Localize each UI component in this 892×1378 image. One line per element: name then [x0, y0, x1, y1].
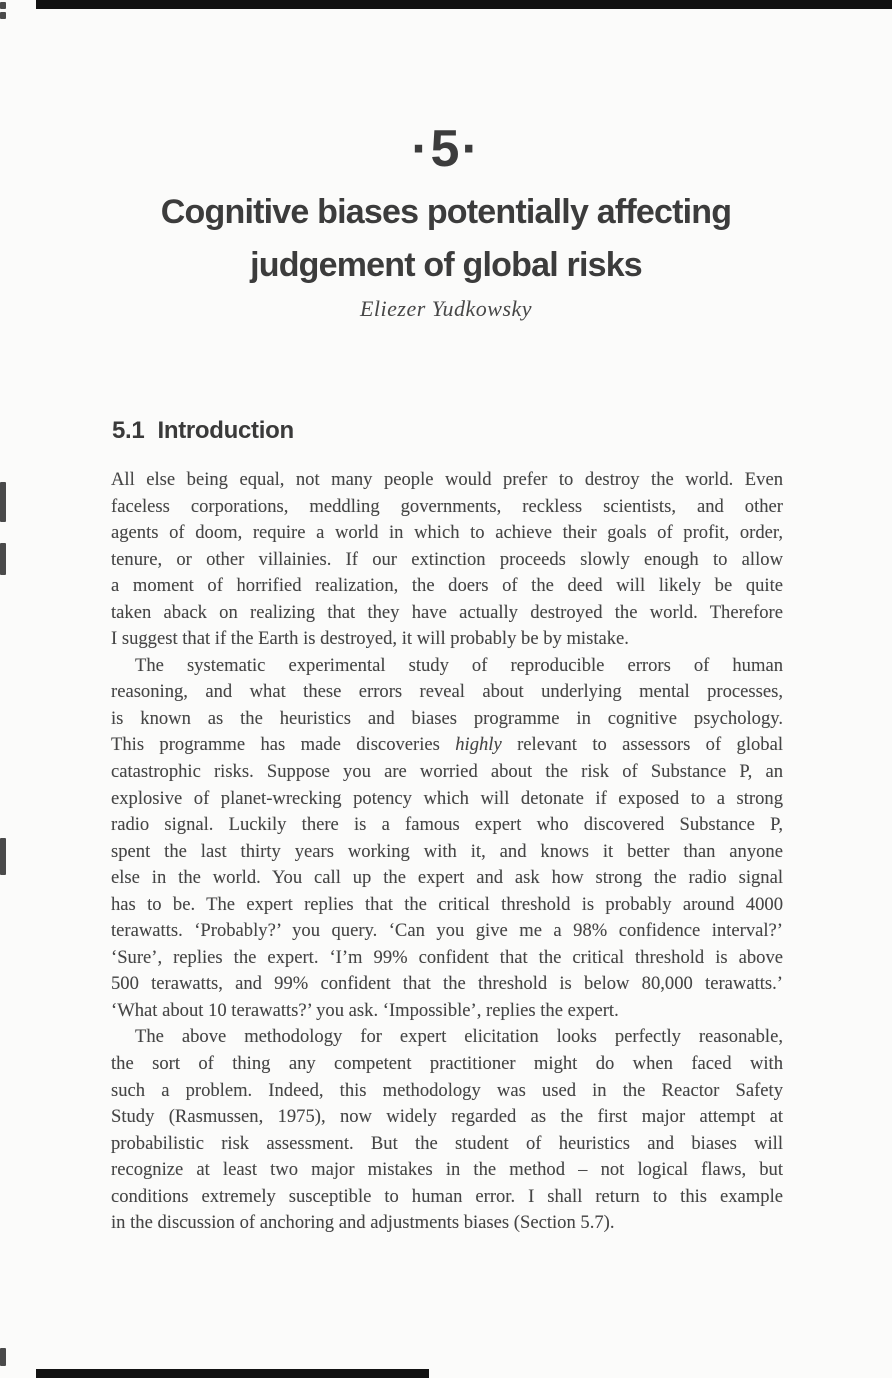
- chapter-number-digit: 5: [430, 120, 462, 178]
- section-number: 5.1: [112, 417, 145, 444]
- text-line: probabilistic risk assessment. But the student of heuristics and biases will: [111, 1132, 783, 1154]
- text-line: else in the world. You call up the expert and ask how strong the radio signal: [111, 867, 783, 889]
- text-line: The systematic experimental study of reproducible errors of human: [135, 654, 783, 676]
- text-line: catastrophic risks. Suppose you are worried about the risk of Substance P, an: [111, 761, 783, 783]
- section-heading: [112, 416, 294, 446]
- text-line: recognize at least two major mistakes in the method – not logical flaws, but: [111, 1159, 783, 1181]
- text-line: such a problem. Indeed, this methodology was used in the Reactor Safety: [111, 1079, 783, 1101]
- text-line: 500 terawatts, and 99% confident that the threshold is below 80,000 terawatts.’: [111, 973, 783, 995]
- scan-artifact-edge-mark: [0, 2, 6, 9]
- scan-artifact-edge-mark: [0, 1348, 6, 1366]
- chapter-dot-right: ·: [461, 120, 481, 178]
- text-line: the sort of thing any competent practitioner might do when faced with: [111, 1053, 783, 1075]
- text-line: ‘Sure’, replies the expert. ‘I’m 99% confident that the critical threshold is above: [111, 946, 783, 968]
- scan-artifact-top-bar: [36, 0, 892, 9]
- paragraph: [111, 653, 783, 1025]
- text-line: has to be. The expert replies that the critical threshold is probably around 4000: [111, 893, 783, 915]
- text-line: a moment of horrified realization, the doers of the deed will likely be quite: [111, 575, 783, 597]
- text-line: radio signal. Luckily there is a famous expert who discovered Substance P,: [111, 814, 783, 836]
- chapter-dot-left: ·: [411, 120, 431, 178]
- text-line: All else being equal, not many people would prefer to destroy the world. Even: [111, 469, 783, 490]
- chapter-title-line-1: Cognitive biases potentially affecting: [160, 193, 732, 231]
- body-text: [111, 467, 783, 1237]
- scan-artifact-edge-mark: [0, 12, 6, 19]
- text-line: terawatts. ‘Probably?’ you query. ‘Can you give me a 98% confidence interval?’: [111, 920, 783, 942]
- text-line: ‘What about 10 terawatts?’ you ask. ‘Impossible’, replies the expert.: [111, 999, 619, 1021]
- text-line: reasoning, and what these errors reveal about underlying mental processes,: [111, 681, 783, 703]
- chapter-author: Eliezer Yudkowsky: [359, 296, 533, 321]
- text-line: This programme has made discoveries highly relevant to assessors of global: [111, 734, 783, 756]
- scan-artifact-edge-mark: [0, 838, 6, 875]
- text-line: is known as the heuristics and biases programme in cognitive psychology.: [111, 707, 783, 729]
- scan-artifact-bottom-bar: [36, 1369, 429, 1378]
- text-line: taken aback on realizing that they have actually destroyed the world. Therefore: [111, 601, 783, 623]
- text-line: Study (Rasmussen, 1975), now widely regarded as the first major attempt at: [111, 1106, 783, 1128]
- chapter-title: [0, 186, 892, 292]
- chapter-title-line-2: judgement of global risks: [250, 246, 642, 284]
- text-line: I suggest that if the Earth is destroyed, it will probably be by mistake.: [111, 628, 629, 650]
- section-title: Introduction: [157, 417, 294, 444]
- text-line: agents of doom, require a world in which to achieve their goals of profit, order,: [111, 522, 783, 544]
- paragraph: [111, 1024, 783, 1236]
- text-line: tenure, or other villainies. If our extinction proceeds slowly enough to allow: [111, 548, 783, 570]
- text-line: in the discussion of anchoring and adjustments biases (Section 5.7).: [111, 1212, 615, 1234]
- text-line: spent the last thirty years working with it, and knows it better than anyone: [111, 840, 783, 862]
- scan-artifact-edge-mark: [0, 543, 6, 575]
- text-line: explosive of planet-wrecking potency which will detonate if exposed to a strong: [111, 787, 783, 809]
- paragraph: [111, 467, 783, 653]
- chapter-number: [0, 120, 892, 178]
- text-line: The above methodology for expert elicitation looks perfectly reasonable,: [135, 1026, 783, 1048]
- scan-artifact-edge-mark: [0, 482, 6, 522]
- text-line: conditions extremely susceptible to human error. I shall return to this example: [111, 1185, 783, 1207]
- text-line: faceless corporations, meddling governments, reckless scientists, and other: [111, 495, 783, 517]
